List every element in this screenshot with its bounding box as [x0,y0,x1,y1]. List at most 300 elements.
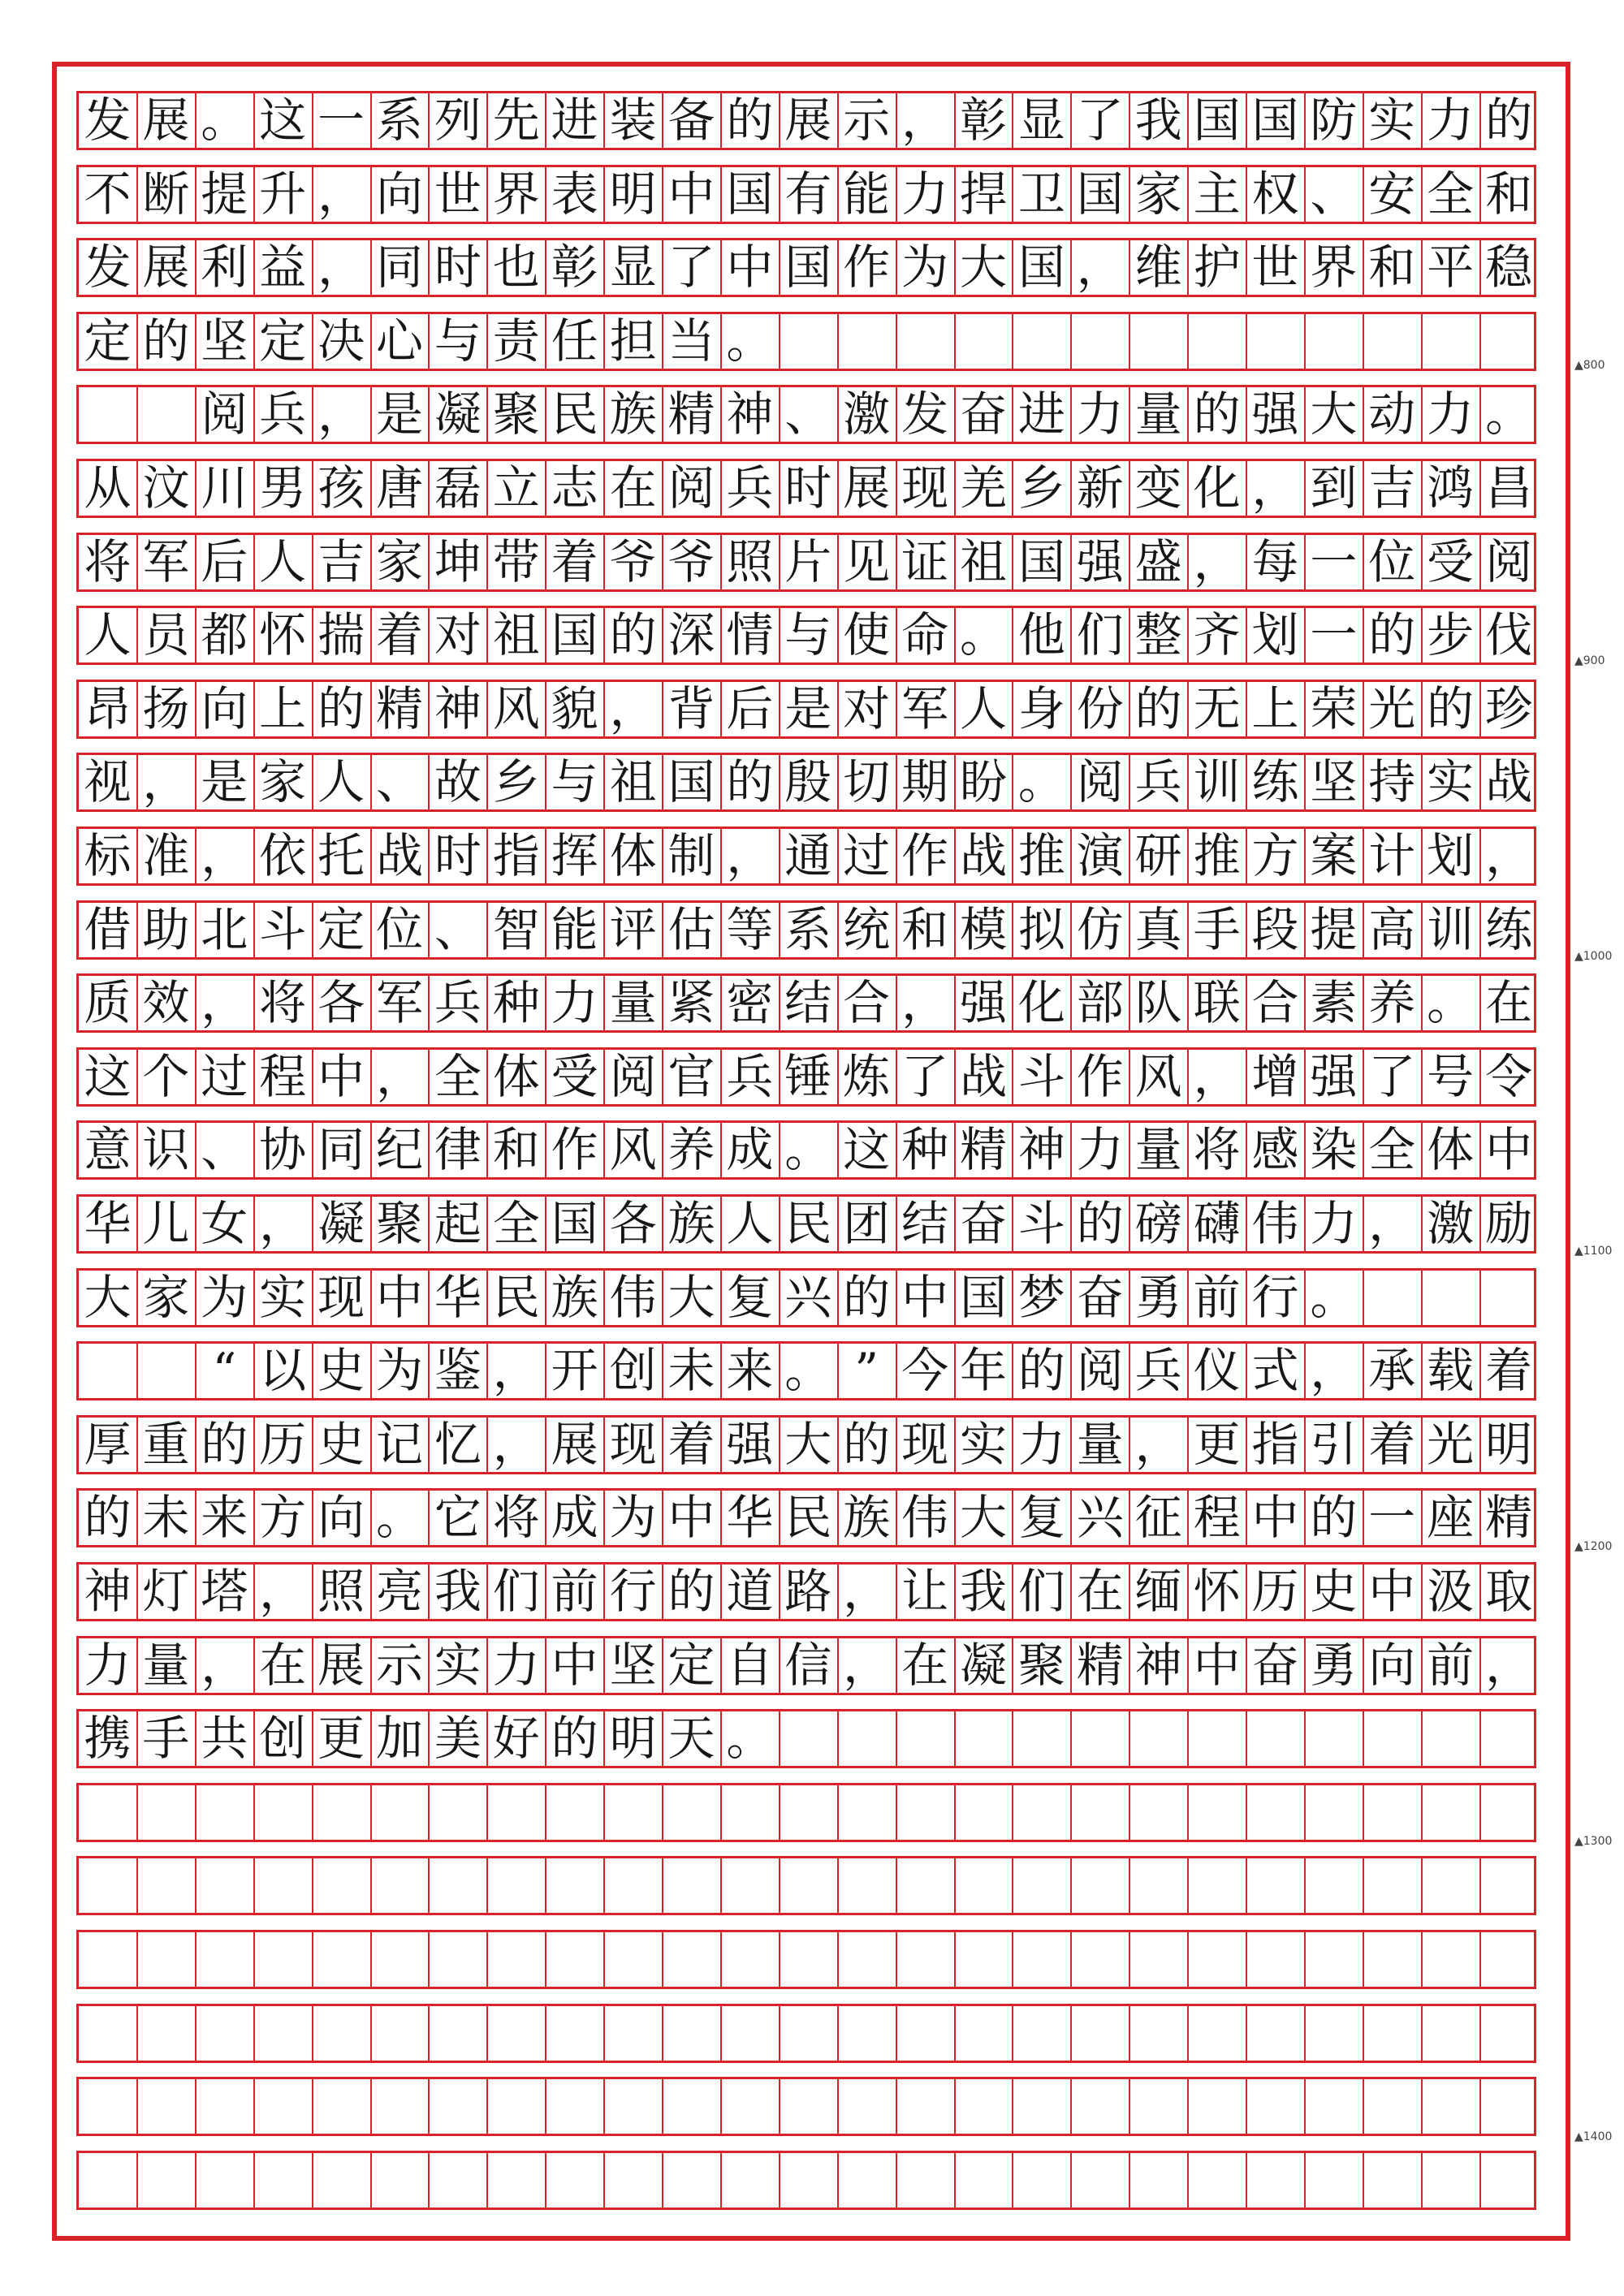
handwritten-char: 向 [375,166,423,222]
grid-divider [136,2079,138,2134]
handwritten-char: 国 [959,1269,1007,1325]
handwritten-char: 深 [667,607,715,663]
handwritten-char: 时 [784,460,832,516]
handwritten-char: 兵 [726,460,774,516]
handwritten-char: 维 [1134,240,1182,296]
handwritten-char: 的 [1134,680,1182,736]
handwritten-char: 安 [1368,166,1416,222]
handwritten-char: 斗 [1017,1048,1065,1104]
handwritten-char: 时 [434,240,482,296]
handwritten-char: 强 [959,975,1007,1031]
handwritten-char: 战 [959,828,1007,883]
grid-divider [1479,1858,1481,1913]
handwritten-char: 行 [609,1564,657,1619]
grid-row [76,1120,1536,1180]
handwritten-char: 指 [1251,1416,1299,1472]
handwritten-char: 明 [609,1711,657,1767]
handwritten-char: 大 [959,1490,1007,1546]
grid-divider [195,2006,197,2061]
handwritten-char: 展 [317,1637,365,1693]
grid-divider [954,2079,956,2134]
handwritten-char: 时 [434,828,482,883]
handwritten-char: 发 [901,386,949,442]
handwritten-char: 殷 [784,754,832,810]
grid-divider [662,2153,663,2208]
handwritten-char: 祖 [492,607,540,663]
grid-divider [1304,1711,1306,1766]
grid-row [76,1415,1536,1474]
handwritten-char: 划 [1427,828,1475,883]
grid-divider [662,1932,663,1987]
grid-divider [486,2079,488,2134]
handwritten-char: 。 [1310,1269,1358,1325]
handwritten-char: 系 [784,901,832,957]
handwritten-char: 创 [259,1711,307,1767]
grid-divider [1129,2079,1130,2134]
handwritten-char: 它 [434,1490,482,1546]
grid-divider [370,2079,372,2134]
handwritten-char: 故 [434,754,482,810]
handwritten-char: 合 [843,975,891,1031]
handwritten-char: 将 [1193,1122,1241,1178]
handwritten-char: 前 [551,1564,598,1619]
handwritten-char: 族 [609,386,657,442]
handwritten-char: 期 [901,754,949,810]
handwritten-char: 发 [84,93,132,148]
grid-divider [1187,2006,1189,2061]
grid-divider [954,1785,956,1840]
handwritten-char: 动 [1368,386,1416,442]
grid-divider [837,1711,839,1766]
handwritten-char: 风 [1134,1048,1182,1104]
grid-divider [837,1932,839,1987]
handwritten-char: 磅 [1134,1196,1182,1251]
handwritten-char: 道 [726,1564,774,1619]
handwritten-char: 精 [1076,1637,1124,1693]
handwritten-char: 锤 [784,1048,832,1104]
grid-divider [720,1858,722,1913]
grid-divider [136,1344,138,1398]
grid-divider [1129,2153,1130,2208]
handwritten-char: 作 [1076,1048,1124,1104]
grid-divider [603,1785,605,1840]
handwritten-char: 示 [375,1637,423,1693]
grid-divider [545,1932,546,1987]
handwritten-char: 将 [259,975,307,1031]
handwritten-char: 拟 [1017,901,1065,957]
handwritten-char: 载 [1427,1343,1475,1399]
handwritten-char: 实 [259,1269,307,1325]
handwritten-char: 协 [259,1122,307,1178]
grid-divider [312,2153,313,2208]
handwritten-char: 这 [84,1048,132,1104]
handwritten-char: 式 [1251,1343,1299,1399]
handwritten-char: 实 [434,1637,482,1693]
handwritten-char: 军 [901,680,949,736]
grid-divider [779,1858,780,1913]
grid-divider [720,2079,722,2134]
handwritten-char: 奋 [1076,1269,1124,1325]
handwritten-char: ， [1368,1196,1416,1251]
handwritten-char: 在 [1076,1564,1124,1619]
handwritten-char: 复 [726,1269,774,1325]
handwritten-char: ， [259,1196,307,1251]
handwritten-char: 人 [317,754,365,810]
grid-divider [370,1785,372,1840]
grid-divider [428,2079,430,2134]
handwritten-char: 素 [1310,975,1358,1031]
handwritten-char: 员 [142,607,190,663]
handwritten-char: 实 [959,1416,1007,1472]
handwritten-char: 聚 [375,1196,423,1251]
grid-divider [428,1858,430,1913]
handwritten-char: 爷 [667,533,715,589]
handwritten-char: 。 [726,313,774,369]
handwritten-char: 大 [959,240,1007,296]
handwritten-char: 划 [1251,607,1299,663]
grid-divider [428,2006,430,2061]
grid-divider [662,1858,663,1913]
handwritten-char: 准 [142,828,190,883]
handwritten-char: ， [492,1416,540,1472]
handwritten-char: 界 [492,166,540,222]
grid-divider [603,2079,605,2134]
handwritten-char: 现 [901,460,949,516]
handwritten-char: 效 [142,975,190,1031]
handwritten-char: 力 [901,166,949,222]
grid-divider [428,1932,430,1987]
handwritten-char: 中 [667,1490,715,1546]
handwritten-char: 有 [784,166,832,222]
grid-divider [779,1785,780,1840]
handwritten-char: 统 [843,901,891,957]
handwritten-char: 我 [1134,93,1182,148]
handwritten-char: 托 [317,828,365,883]
handwritten-char: 体 [492,1048,540,1104]
grid-divider [428,2153,430,2208]
handwritten-char: ， [375,1048,423,1104]
grid-divider [545,2006,546,2061]
count-marker: ▲900 [1574,654,1605,667]
grid-divider [486,1932,488,1987]
handwritten-char: 阅 [667,460,715,516]
handwritten-char: 汲 [1427,1564,1475,1619]
grid-divider [603,1858,605,1913]
handwritten-char: 神 [726,386,774,442]
grid-divider [312,1785,313,1840]
handwritten-char: 中 [317,1048,365,1104]
grid-divider [1187,1932,1189,1987]
handwritten-char: 。 [784,1343,832,1399]
handwritten-char: 阅 [1076,754,1124,810]
handwritten-char: ” [854,1343,879,1399]
handwritten-char: 神 [434,680,482,736]
handwritten-char: 灯 [142,1564,190,1619]
grid-divider [1129,2006,1130,2061]
grid-divider [136,1858,138,1913]
handwritten-char: 着 [1368,1416,1416,1472]
grid-divider [1246,1785,1247,1840]
grid-divider [954,1711,956,1766]
handwritten-char: 了 [1076,93,1124,148]
handwritten-char: ， [1193,1048,1241,1104]
handwritten-char: 。 [1017,754,1065,810]
handwritten-char: 到 [1310,460,1358,516]
handwritten-char: 揣 [317,607,365,663]
handwritten-char: 来 [201,1490,248,1546]
grid-row [76,1562,1536,1621]
grid-row [76,312,1536,371]
handwritten-char: 历 [259,1416,307,1472]
handwritten-char: 奋 [959,1196,1007,1251]
grid-divider [1363,1711,1364,1766]
handwritten-char: 整 [1134,607,1182,663]
handwritten-char: 、 [1310,166,1358,222]
handwritten-char: 是 [201,754,248,810]
grid-divider [720,2006,722,2061]
handwritten-char: 主 [1193,166,1241,222]
grid-divider [1363,1271,1364,1325]
grid-divider [1363,2153,1364,2208]
handwritten-char: 阅 [609,1048,657,1104]
handwritten-char: 的 [201,1416,248,1472]
grid-divider [1363,314,1364,369]
handwritten-char: 一 [1368,1490,1416,1546]
grid-divider [1479,2006,1481,2061]
handwritten-char: 利 [201,240,248,296]
handwritten-char: 兵 [1134,754,1182,810]
handwritten-char: 为 [375,1343,423,1399]
grid-divider [1012,1858,1013,1913]
handwritten-char: 力 [1017,1416,1065,1472]
handwritten-char: 养 [667,1122,715,1178]
grid-divider [312,2006,313,2061]
grid-divider [1129,314,1130,369]
handwritten-char: 着 [551,533,598,589]
grid-divider [662,2079,663,2134]
grid-divider [1012,1932,1013,1987]
handwritten-char: 在 [259,1637,307,1693]
grid-divider [837,314,839,369]
grid-divider [1187,1785,1189,1840]
handwritten-char: 的 [551,1711,598,1767]
grid-divider [136,2153,138,2208]
handwritten-char: “ [212,1343,237,1399]
handwritten-char: 伟 [1251,1196,1299,1251]
handwritten-char: 励 [1485,1196,1533,1251]
handwritten-char: 号 [1427,1048,1475,1104]
handwritten-char: 队 [1134,975,1182,1031]
handwritten-char: 程 [259,1048,307,1104]
grid-divider [1187,1858,1189,1913]
handwritten-char: 伟 [609,1269,657,1325]
handwritten-char: 担 [609,313,657,369]
grid-divider [312,2079,313,2134]
handwritten-char: 和 [492,1122,540,1178]
handwritten-char: 的 [726,93,774,148]
grid-divider [253,2153,255,2208]
handwritten-char: 。 [201,93,248,148]
grid-divider [1012,2006,1013,2061]
handwritten-char: 军 [142,533,190,589]
handwritten-char: 华 [84,1196,132,1251]
grid-divider [896,1711,897,1766]
grid-divider [954,2006,956,2061]
grid-divider [1187,314,1189,369]
handwritten-char: 引 [1310,1416,1358,1472]
handwritten-char: 为 [901,240,949,296]
handwritten-char: 北 [201,901,248,957]
handwritten-char: 怀 [1193,1564,1241,1619]
grid-row [76,606,1536,665]
grid-divider [545,1858,546,1913]
handwritten-char: 吉 [317,533,365,589]
handwritten-char: 卫 [1017,166,1065,222]
handwritten-char: 族 [843,1490,891,1546]
handwritten-char: 紧 [667,975,715,1031]
handwritten-char: 是 [375,386,423,442]
handwritten-char: 力 [492,1637,540,1693]
handwritten-char: 作 [843,240,891,296]
handwritten-char: 中 [1193,1637,1241,1693]
handwritten-char: 手 [142,1711,190,1767]
handwritten-char: 的 [1193,386,1241,442]
grid-divider [954,1858,956,1913]
handwritten-char: 训 [1193,754,1241,810]
handwritten-char: 羌 [959,460,1007,516]
handwritten-char: 强 [1076,533,1124,589]
handwritten-char: 力 [551,975,598,1031]
handwritten-char: ， [201,1637,248,1693]
handwritten-char: 国 [784,240,832,296]
grid-divider [1187,2153,1189,2208]
handwritten-char: 忆 [434,1416,482,1472]
grid-divider [195,2079,197,2134]
grid-divider [1304,1785,1306,1840]
handwritten-char: 无 [1193,680,1241,736]
handwritten-char: 从 [84,460,132,516]
handwritten-char: 证 [901,533,949,589]
handwritten-char: 光 [1427,1416,1475,1472]
handwritten-char: 和 [1485,166,1533,222]
handwritten-char: 与 [551,754,598,810]
grid-divider [1012,2079,1013,2134]
handwritten-char: 官 [667,1048,715,1104]
handwritten-char: 体 [1427,1122,1475,1178]
handwritten-char: 捍 [959,166,1007,222]
handwritten-char: 背 [667,680,715,736]
handwritten-char: 着 [667,1416,715,1472]
handwritten-char: 上 [1251,680,1299,736]
handwritten-char: 祖 [959,533,1007,589]
grid-divider [1304,2079,1306,2134]
handwritten-char: 护 [1193,240,1241,296]
handwritten-char: ， [901,93,949,148]
grid-row [76,1341,1536,1400]
grid-divider [837,1858,839,1913]
grid-row [76,533,1536,592]
handwritten-char: 训 [1427,901,1475,957]
handwritten-char: 每 [1251,533,1299,589]
handwritten-char: 吉 [1368,460,1416,516]
grid-divider [428,1785,430,1840]
handwritten-char: 感 [1251,1122,1299,1178]
handwritten-char: 国 [667,754,715,810]
handwritten-char: 个 [142,1048,190,1104]
handwritten-char: 盛 [1134,533,1182,589]
handwritten-char: 的 [609,607,657,663]
handwritten-char: 任 [551,313,598,369]
handwritten-char: 的 [1485,93,1533,148]
grid-divider [720,1932,722,1987]
handwritten-char: 祖 [609,754,657,810]
grid-divider [486,1785,488,1840]
handwritten-char: 座 [1427,1490,1475,1546]
handwritten-char: 联 [1193,975,1241,1031]
grid-divider [195,2153,197,2208]
handwritten-char: 是 [784,680,832,736]
handwritten-char: ， [843,1564,891,1619]
handwritten-char: 现 [317,1269,365,1325]
handwritten-char: 律 [434,1122,482,1178]
handwritten-char: 礴 [1193,1196,1241,1251]
handwritten-char: 大 [784,1416,832,1472]
handwritten-char: 这 [843,1122,891,1178]
grid-divider [1479,1271,1481,1325]
handwritten-char: 汶 [142,460,190,516]
handwritten-char: 伐 [1485,607,1533,663]
grid-divider [1304,314,1306,369]
handwritten-char: 模 [959,901,1007,957]
handwritten-char: 、 [784,386,832,442]
handwritten-char: 全 [1368,1122,1416,1178]
grid-divider [253,1932,255,1987]
handwritten-char: 强 [1310,1048,1358,1104]
handwritten-char: 提 [1310,901,1358,957]
handwritten-char: 定 [667,1637,715,1693]
handwritten-char: 的 [667,1564,715,1619]
handwritten-char: 视 [84,754,132,810]
handwritten-char: 带 [492,533,540,589]
handwritten-char: 高 [1368,901,1416,957]
handwritten-char: 儿 [142,1196,190,1251]
grid-divider [1246,2079,1247,2134]
handwritten-char: 受 [551,1048,598,1104]
handwritten-char: 族 [667,1196,715,1251]
handwritten-char: 位 [375,901,423,957]
grid-divider [195,1785,197,1840]
count-marker: ▲1200 [1574,1540,1613,1553]
handwritten-char: 密 [726,975,774,1031]
grid-divider [1421,2079,1423,2134]
handwritten-char: 手 [1193,901,1241,957]
handwritten-char: 助 [142,901,190,957]
handwritten-char: 表 [551,166,598,222]
handwritten-char: 民 [551,386,598,442]
handwritten-char: 练 [1485,901,1533,957]
count-marker: ▲1100 [1574,1245,1613,1258]
handwritten-char: 民 [492,1269,540,1325]
grid-divider [1129,1932,1130,1987]
handwritten-char: 精 [375,680,423,736]
handwritten-char: 令 [1485,1048,1533,1104]
handwritten-char: 。 [784,1122,832,1178]
handwritten-char: 命 [901,607,949,663]
handwritten-char: 中 [1251,1490,1299,1546]
handwritten-char: 全 [434,1048,482,1104]
handwritten-char: 的 [1427,680,1475,736]
grid-divider [1246,1932,1247,1987]
